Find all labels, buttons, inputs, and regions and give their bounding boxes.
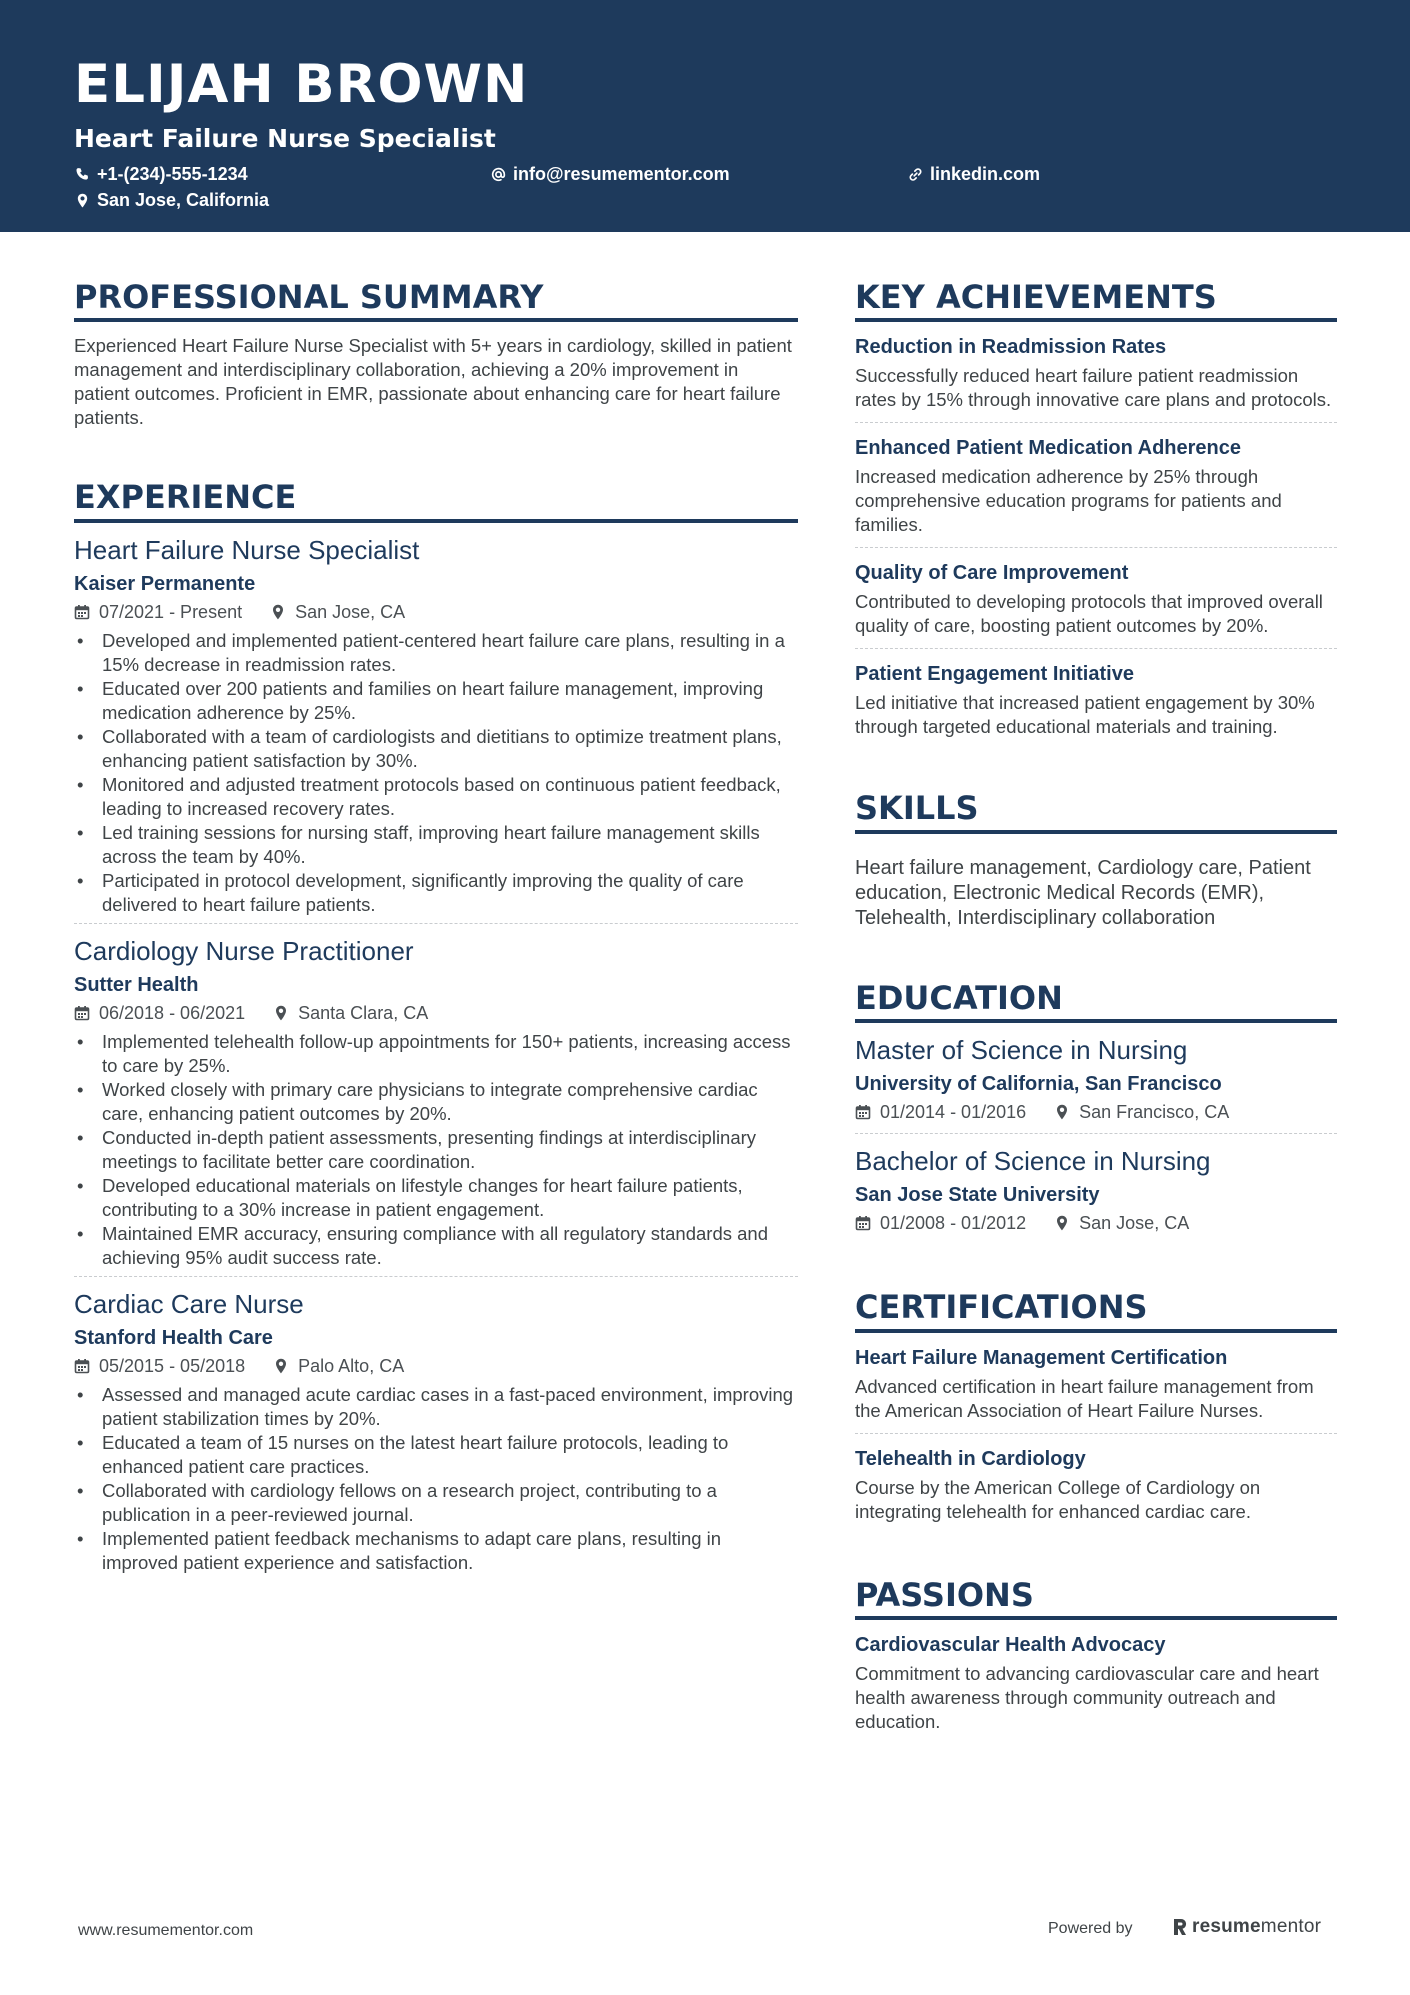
section-heading-skills: SKILLS [855,789,1337,833]
job-location: Santa Clara, CA [298,1002,429,1023]
education-school: University of California, San Francisco [855,1073,1222,1096]
left-column [74,278,798,1581]
education-degree: Master of Science in Nursing [855,1035,1188,1066]
job-bullet: • Led training sessions for nursing staff, improving heart failure management skills across the team by 40%. [74,821,798,869]
education-meta [855,1099,1337,1125]
education-dates: 01/2014 - 01/2016 [880,1102,1027,1123]
section-heading-education: EDUCATION [855,979,1337,1023]
job-meta [74,1353,798,1379]
achievement-item [855,322,1337,423]
location-pin-icon [1054,1104,1070,1120]
job-bullet: • Developed educational materials on lifestyle changes for heart failure patients, contributing to a 30% increase in patient engagement. [74,1174,798,1222]
contact-website[interactable] [908,165,1040,183]
location-pin-icon [75,193,90,208]
job-dates: 07/2021 - Present [99,601,243,622]
phone-icon [75,167,90,182]
calendar-icon [855,1104,871,1120]
job-dates: 05/2015 - 05/2018 [99,1355,246,1376]
certification-desc: Course by the American College of Cardiology on integrating telehealth for enhanced cardiac care. [855,1476,1261,1522]
achievement-desc: Contributed to developing protocols that improved overall quality of care, boosting patient outcomes by 20%. [855,591,1323,637]
achievement-desc: Successfully reduced heart failure patient readmission rates by 15% through innovative care plans and protocols. [855,365,1332,411]
job-bullet: • Collaborated with a team of cardiologists and dietitians to optimize treatment plans, enhancing patient satisfaction by 30%. [74,725,798,773]
certifications-section [855,1288,1337,1533]
passions-section [855,1576,1337,1744]
location-text: San Jose, California [97,190,270,210]
achievement-title: Quality of Care Improvement [855,562,1129,585]
job-bullet: • Collaborated with cardiology fellows on a research project, contributing to a publication in a peer-reviewed journal. [74,1479,798,1527]
job-bullet: • Developed and implemented patient-centered heart failure care plans, resulting in a 15% decrease in readmission rates. [74,629,798,677]
phone-text: +1-(234)-555-1234 [97,164,248,184]
certification-item [855,1434,1337,1534]
education-location: San Francisco, CA [1079,1102,1230,1123]
candidate-name: ELIJAH BROWN [74,54,529,115]
job-company: Kaiser Permanente [74,572,256,595]
job-meta [74,1000,798,1026]
job-bullet: • Assessed and managed acute cardiac cases in a fast-paced environment, improving patient stabilization times by 20%. [74,1383,798,1431]
education-section [855,979,1337,1244]
job-title: Cardiology Nurse Practitioner [74,935,414,966]
achievements-section [855,278,1337,749]
achievement-desc: Led initiative that increased patient engagement by 30% through targeted educational materials and training. [855,692,1315,738]
section-heading-experience: EXPERIENCE [74,478,798,522]
certification-desc: Advanced certification in heart failure management from the American Association of Heart Failure Nurses. [855,1375,1314,1421]
brand-wordmark: resumementor [1192,1916,1322,1937]
section-heading-certifications: CERTIFICATIONS [855,1288,1337,1332]
contact-location [75,191,269,209]
job-bullets [74,1030,798,1270]
location-pin-icon [273,1358,289,1374]
right-column [855,278,1337,1792]
education-school: San Jose State University [855,1184,1100,1207]
job-dates: 06/2018 - 06/2021 [99,1002,246,1023]
link-icon [908,167,923,182]
job-bullet: • Implemented telehealth follow-up appointments for 150+ patients, increasing access to care by 25%. [74,1030,798,1078]
job-bullet: • Participated in protocol development, significantly improving the quality of care delivered to heart failure patients. [74,869,798,917]
location-pin-icon [273,1005,289,1021]
at-icon [491,167,506,182]
section-heading-achievements: KEY ACHIEVEMENTS [855,278,1337,322]
job-meta [74,599,798,625]
summary-text: Experienced Heart Failure Nurse Specialist with 5+ years in cardiology, skilled in patient management and interdisciplinary collaboration, achieving a 20% improvement in patient outcomes. Proficient in EMR, passionate about enhancing care for heart failure patients. [74,335,792,429]
candidate-title: Heart Failure Nurse Specialist [74,124,496,153]
job-bullet: • Maintained EMR accuracy, ensuring compliance with all regulatory standards and achieving 95% audit success rate. [74,1222,798,1270]
passion-desc: Commitment to advancing cardiovascular care and heart health awareness through community outreach and education. [855,1662,1319,1732]
achievement-title: Patient Engagement Initiative [855,663,1134,686]
education-item [855,1023,1337,1134]
skills-section [855,789,1337,930]
job-entry [74,924,798,1277]
contact-email[interactable] [491,165,730,183]
job-bullet: • Monitored and adjusted treatment protocols based on continuous patient feedback, leading to increased recovery rates. [74,773,798,821]
job-bullet: • Educated over 200 patients and families on heart failure management, improving medication adherence by 25%. [74,677,798,725]
achievement-desc: Increased medication adherence by 25% through comprehensive education programs for patients and families. [855,466,1282,536]
resume-header [0,0,1410,232]
job-bullets [74,1383,798,1575]
passion-item [855,1620,1337,1744]
email-text: info@resumementor.com [513,164,730,184]
calendar-icon [855,1215,871,1231]
job-location: Palo Alto, CA [298,1355,405,1376]
certification-title: Telehealth in Cardiology [855,1447,1086,1470]
skills-text: Heart failure management, Cardiology care, Patient education, Electronic Medical Records (EMR), Telehealth, Interdisciplinary collaboration [855,856,1311,929]
section-heading-summary: PROFESSIONAL SUMMARY [74,278,798,322]
job-bullet: • Conducted in-depth patient assessments, presenting findings at interdisciplinary meetings to facilitate better care coordination. [74,1126,798,1174]
education-item [855,1134,1337,1244]
certification-item [855,1333,1337,1434]
job-bullet: • Worked closely with primary care physicians to integrate comprehensive cardiac care, enhancing patient outcomes by 20%. [74,1078,798,1126]
job-bullets [74,629,798,917]
job-entry [74,1277,798,1581]
job-title: Heart Failure Nurse Specialist [74,534,420,565]
location-pin-icon [1054,1215,1070,1231]
calendar-icon [74,1358,90,1374]
passion-title: Cardiovascular Health Advocacy [855,1633,1166,1656]
job-company: Stanford Health Care [74,1326,273,1349]
job-bullet: • Educated a team of 15 nurses on the latest heart failure protocols, leading to enhanced patient care practices. [74,1431,798,1479]
resumementor-logo-icon [1172,1917,1188,1937]
education-dates: 01/2008 - 01/2012 [880,1213,1027,1234]
achievement-item [855,649,1337,749]
calendar-icon [74,1005,90,1021]
achievement-item [855,548,1337,649]
certification-title: Heart Failure Management Certification [855,1346,1228,1369]
powered-by-label: Powered by [1048,1920,1133,1937]
location-pin-icon [270,604,286,620]
website-text: linkedin.com [930,164,1041,184]
footer-url[interactable]: www.resumementor.com [78,1922,254,1939]
achievement-title: Reduction in Readmission Rates [855,336,1167,359]
job-company: Sutter Health [74,973,199,996]
achievement-item [855,423,1337,548]
brand-logo[interactable] [1172,1916,1321,1938]
education-degree: Bachelor of Science in Nursing [855,1146,1211,1177]
experience-section [74,478,798,1580]
achievement-title: Enhanced Patient Medication Adherence [855,437,1242,460]
contact-phone[interactable] [75,165,248,183]
job-title: Cardiac Care Nurse [74,1288,304,1319]
job-entry [74,523,798,924]
summary-section [74,278,798,430]
job-location: San Jose, CA [295,601,406,622]
section-heading-passions: PASSIONS [855,1576,1337,1620]
education-location: San Jose, CA [1079,1213,1190,1234]
education-meta [855,1210,1337,1236]
calendar-icon [74,604,90,620]
job-bullet: • Implemented patient feedback mechanisms to adapt care plans, resulting in improved patient experience and satisfaction. [74,1527,798,1575]
